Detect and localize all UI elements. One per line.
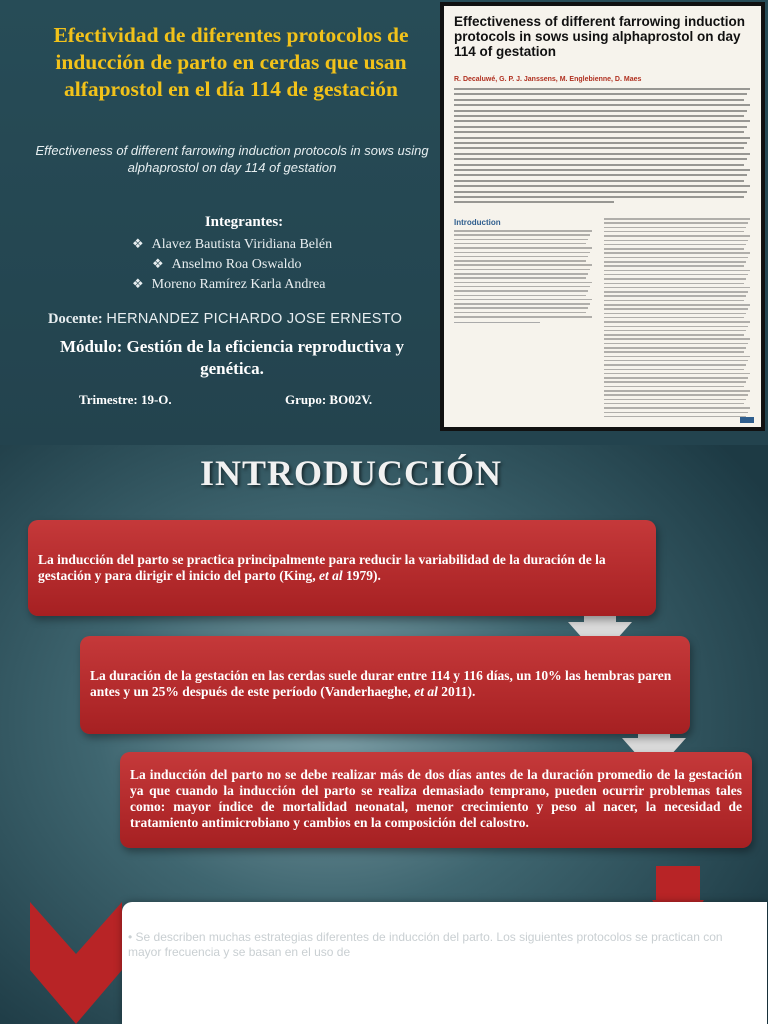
- body-text-line: [604, 326, 748, 328]
- abstract-text-line: [454, 104, 750, 106]
- modulo-name: Gestión de la eficiencia reproductiva y genética: [126, 337, 405, 378]
- body-text-line: [604, 278, 746, 280]
- body-text-line: [604, 300, 744, 302]
- abstract-text-line: [454, 174, 747, 176]
- integrantes-heading: Integrantes:: [204, 214, 284, 230]
- article-abstract: [454, 88, 754, 208]
- article-intro-heading: Introduction: [454, 218, 501, 227]
- article-affiliations-box: [454, 322, 540, 411]
- member-item: [132, 236, 332, 253]
- article-title: Effectiveness of different farrowing induction protocols in sows using alphaprostol on day 114 of gestation: [454, 14, 746, 59]
- english-title: Effectiveness of different farrowing induction protocols in sows using alphaprostol on day 114 of gestation: [35, 143, 429, 175]
- body-text-line: [604, 373, 750, 375]
- body-text-line: [604, 261, 746, 263]
- intro-text-1: La inducción del parto se practica principalmente para reducir la variabilidad de la duración de la gestación y para dirigir el inicio del parto (King,: [38, 552, 606, 583]
- body-text-line: [454, 247, 592, 249]
- intro-text-1-em: et al: [319, 568, 343, 583]
- docente-name: HERNANDEZ PICHARDO JOSE ERNESTO: [106, 311, 403, 327]
- body-text-line: [604, 377, 748, 379]
- body-text-line: [454, 299, 592, 301]
- body-text-line: [454, 286, 590, 288]
- body-text-line: [604, 304, 750, 306]
- abstract-text-line: [454, 115, 744, 117]
- body-text-line: [604, 274, 748, 276]
- body-text-line: [604, 227, 746, 229]
- body-text-line: [604, 222, 748, 224]
- abstract-text-line: [454, 185, 750, 187]
- article-authors: R. Decaluwé, G. P. J. Janssens, M. Englebienne, D. Maes: [454, 76, 642, 83]
- body-text-line: [604, 295, 746, 297]
- body-text-line: [454, 256, 588, 258]
- intro-text-2: La duración de la gestación en las cerdas suele durar entre 114 y 116 días, un 10% las hembras paren antes y un 25% después de este período (Vanderhaeghe,: [90, 668, 672, 699]
- body-text-line: [604, 403, 744, 405]
- body-text-line: [604, 334, 744, 336]
- body-text-line: [604, 360, 748, 362]
- body-text-line: [604, 390, 750, 392]
- bottom-card-text: • Se describen muchas estrategias diferentes de inducción del parto. Los siguientes protocolos se practican con mayor frecuencia y se basan en el uso de: [128, 930, 723, 959]
- introduccion-heading: INTRODUCCIÓN: [199, 453, 503, 493]
- body-text-line: [604, 257, 748, 259]
- abstract-text-line: [454, 164, 744, 166]
- body-text-line: [604, 381, 746, 383]
- body-text-line: [604, 347, 746, 349]
- abstract-text-line: [454, 147, 744, 149]
- body-text-line: [454, 312, 586, 314]
- body-text-line: [604, 317, 744, 319]
- diamond-bullet-icon: ❖: [152, 256, 164, 271]
- diamond-bullet-icon: ❖: [132, 276, 144, 291]
- abstract-text-line: [454, 131, 744, 133]
- body-text-line: [454, 260, 586, 262]
- abstract-text-line: [454, 142, 747, 144]
- body-text-line: [454, 282, 592, 284]
- body-text-line: [604, 244, 746, 246]
- body-text-line: [604, 330, 746, 332]
- body-text-line: [454, 243, 586, 245]
- body-text-line: [454, 230, 592, 232]
- modulo: Módulo: Gestión de la eficiencia reproductiva y genética.: [59, 337, 405, 378]
- member-item: [132, 276, 325, 293]
- body-text-line: [454, 273, 588, 275]
- body-text-line: [604, 308, 748, 310]
- abstract-text-line: [454, 196, 744, 198]
- abstract-text-line: [454, 191, 747, 193]
- grupo: Grupo: BO02V.: [285, 392, 373, 407]
- article-footer: [454, 417, 754, 423]
- abstract-text-line: [454, 126, 747, 128]
- body-text-line: [604, 252, 750, 254]
- docente: [48, 311, 402, 328]
- body-text-line: [604, 386, 744, 388]
- intro-text-1-end: 1979).: [342, 568, 381, 583]
- member-name: Anselmo Roa Oswaldo: [171, 257, 302, 272]
- intro-box-1: [28, 520, 656, 616]
- abstract-text-line: [454, 93, 747, 95]
- intro-box-2: [80, 636, 690, 734]
- abstract-text-line: [454, 110, 747, 112]
- journal-badge: [740, 417, 754, 423]
- body-text-line: [604, 231, 744, 233]
- intro-text-2-end: 2011).: [437, 684, 476, 699]
- abstract-text-line: [454, 153, 750, 155]
- body-text-line: [454, 234, 590, 236]
- intro-text-2-em: et al: [414, 684, 438, 699]
- body-text-line: [604, 394, 748, 396]
- abstract-text-line: [454, 201, 614, 203]
- body-text-line: [604, 364, 746, 366]
- body-text-line: [454, 307, 588, 309]
- body-text-line: [454, 290, 588, 292]
- body-text-line: [604, 407, 750, 409]
- abstract-text-line: [454, 180, 744, 182]
- body-text-line: [604, 399, 746, 401]
- abstract-text-line: [454, 88, 750, 90]
- body-text-line: [454, 239, 588, 241]
- body-text-line: [604, 287, 750, 289]
- body-text-line: [604, 248, 744, 250]
- body-text-line: [454, 295, 586, 297]
- abstract-text-line: [454, 99, 744, 101]
- body-text-line: [604, 313, 746, 315]
- docente-label: Docente:: [48, 311, 103, 327]
- abstract-text-line: [454, 158, 747, 160]
- member-name: Moreno Ramírez Karla Andrea: [151, 277, 326, 292]
- abstract-text-line: [454, 137, 750, 139]
- body-text-line: [604, 235, 750, 237]
- article-page: [444, 6, 761, 427]
- member-name: Alavez Bautista Viridiana Belén: [151, 237, 333, 252]
- spanish-title: Efectividad de diferentes protocolos de inducción de parto en cerdas que usan alfaprostol en el día 114 de gestación: [53, 23, 409, 101]
- body-text-line: [454, 264, 592, 266]
- body-text-line: [454, 252, 590, 254]
- body-text-line: [604, 338, 750, 340]
- modulo-label: Módulo:: [59, 337, 123, 356]
- body-text-line: [604, 291, 748, 293]
- body-text-line: [604, 351, 744, 353]
- body-text-line: [604, 343, 748, 345]
- body-text-line: [604, 265, 744, 267]
- body-text-line: [604, 412, 748, 414]
- member-item: [152, 256, 302, 273]
- body-text-line: [604, 321, 750, 323]
- body-text-line: [604, 356, 750, 358]
- article-thumbnail: [440, 2, 765, 431]
- body-text-line: [454, 303, 590, 305]
- intro-box-3: La inducción del parto no se debe realizar más de dos días antes de la duración promedio de la gestación ya que cuando la inducción del parto se realiza demasiado temprano, pueden ocurrir problemas tales como: mayor índice de mortalidad neonatal, menor crecimiento y peso al nacer, la necesidad de tratamiento antimicrobiano y cambios en la composición del calostro.: [120, 752, 752, 848]
- body-text-line: [604, 283, 744, 285]
- bottom-card: [122, 902, 767, 1024]
- body-text-line: [604, 416, 746, 418]
- body-text-line: [604, 218, 750, 220]
- abstract-text-line: [454, 169, 750, 171]
- abstract-text-line: [454, 120, 750, 122]
- diamond-bullet-icon: ❖: [132, 236, 144, 251]
- body-text-line: [604, 369, 744, 371]
- body-text-line: [604, 270, 750, 272]
- trimestre: Trimestre: 19-O.: [79, 392, 172, 407]
- body-text-line: [604, 240, 748, 242]
- body-text-line: [454, 316, 592, 318]
- body-text-line: [454, 277, 586, 279]
- body-text-line: [454, 269, 590, 271]
- chevron-down-icon: [30, 902, 122, 1024]
